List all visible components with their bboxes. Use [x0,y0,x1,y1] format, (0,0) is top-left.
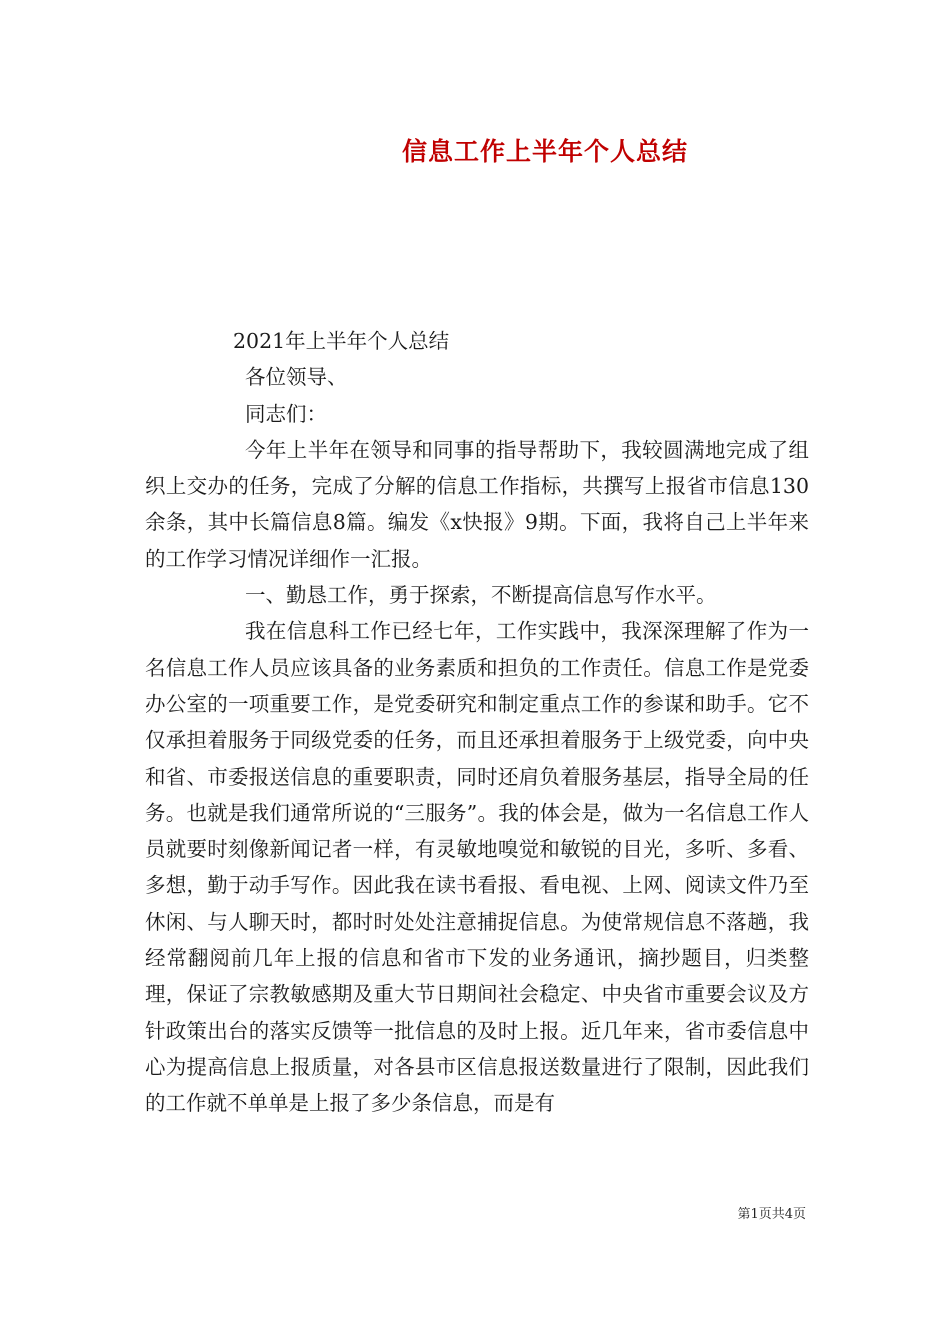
salutation-leaders: 各位领导、 [245,365,348,390]
paragraph-intro: 今年上半年在领导和同事的指导帮助下，我较圆满地完成了组织上交办的任务，完成了分解的信息工作指标，共撰写上报省市信息130余条，其中长篇信息8篇。编发《x快报》9期。下面，我将自己上半年来的工作学习情况详细作一汇报。 [145,437,809,571]
paragraph-body: 我在信息科工作已经七年，工作实践中，我深深理解了作为一名信息工作人员应该具备的业务素质和担负的工作责任。信息工作是党委办公室的一项重要工作，是党委研究和制定重点工作的参谋和助手。它不仅承担着服务于同级党委的任务，而且还承担着服务于上级党委，向中央和省、市委报送信息的重要职责，同时还肩负着服务基层，指导全局的任务。也就是我们通常所说的“三服务”。我的体会是，做为一名信息工作人员就要时刻像新闻记者一样，有灵敏地嗅觉和敏锐的目光，多听、多看、多想，勤于动手写作。因此我在读书看报、看电视、上网、阅读文件乃至休闲、与人聊天时，都时时处处注意捕捉信息。为使常规信息不落趟，我经常翻阅前几年上报的信息和省市下发的业务通讯，摘抄题目，归类整理，保证了宗教敏感期及重大节日期间社会稳定、中央省市重要会议及方针政策出台的落实反馈等一批信息的及时上报。近几年来，省市委信息中心为提高信息上报质量，对各县市区信息报送数量进行了限制，因此我们的工作就不单单是上报了多少条信息，而是有 [145,619,809,1116]
document-subtitle: 2021年上半年个人总结 [233,329,450,353]
document-body [145,323,809,1122]
document-title: 信息工作上半年个人总结 [401,137,688,166]
page-number: 第1页共4页 [737,1207,806,1222]
section-heading-1: 一、勤恳工作，勇于探索，不断提高信息写作水平。 [245,583,717,608]
salutation-comrades: 同志们： [245,401,327,426]
